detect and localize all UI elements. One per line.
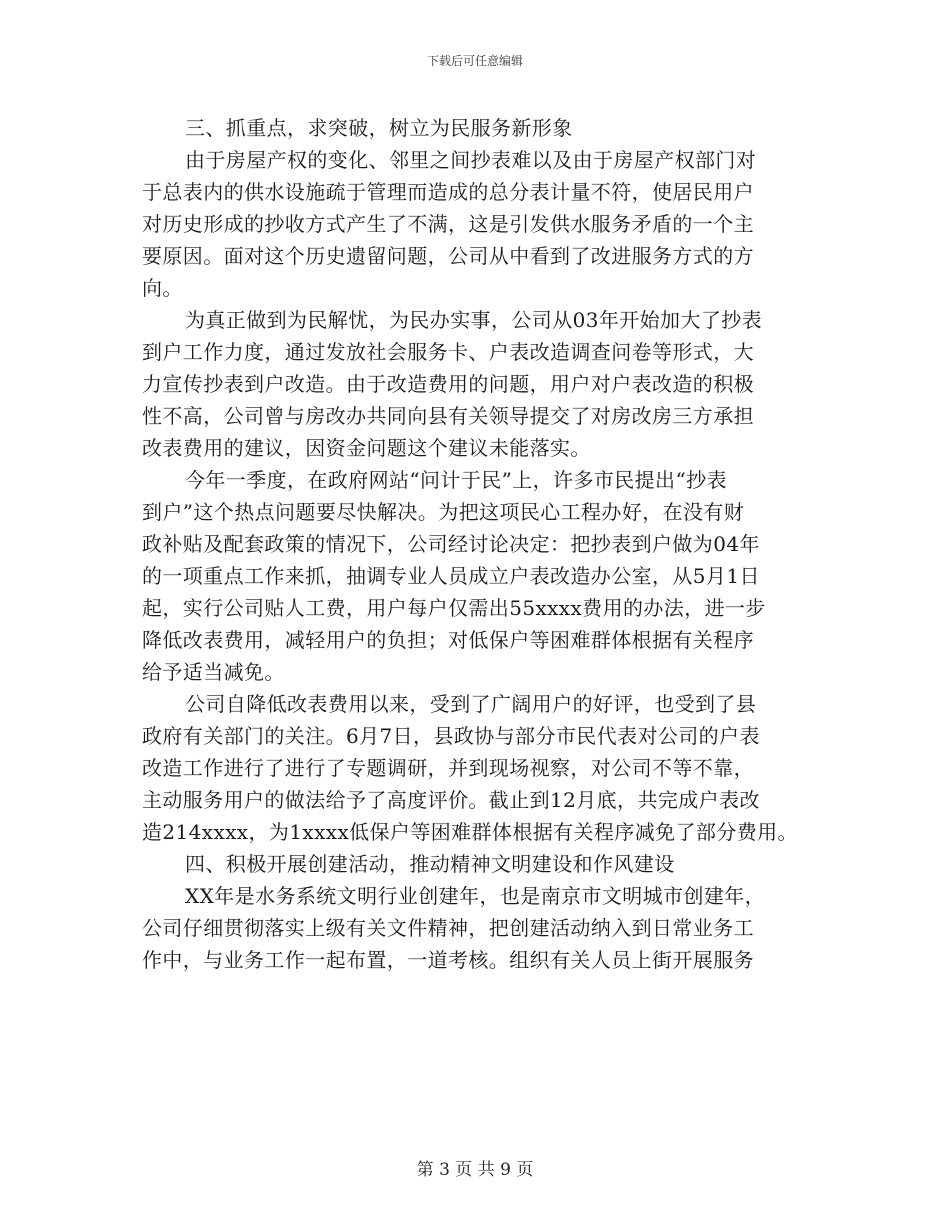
text-line: 给予适当减免。 (142, 660, 285, 684)
page-footer: 第 3 页 共 9 页 (416, 1160, 534, 1180)
page-header: 下载后可任意编辑 (426, 54, 523, 68)
text-line: 力宣传抄表到户改造。由于改造费用的问题，用户对户表改造的积极 (142, 372, 754, 396)
text-line: 于总表内的供水设施疏于管理而造成的总分表计量不符，使居民用户 (142, 180, 754, 204)
text-line: 对历史形成的抄收方式产生了不满，这是引发供水服务矛盾的一个主 (142, 212, 754, 236)
text-line: 为真正做到为民解忧，为民办实事，公司从03年开始加大了抄表 (185, 308, 763, 332)
text-line: 政府有关部门的关注。6月7日，县政协与部分市民代表对公司的户表 (142, 724, 760, 748)
text-line: 由于房屋产权的变化、邻里之间抄表难以及由于房屋产权部门对 (185, 148, 757, 172)
document-body (142, 112, 822, 976)
text-line: 作中，与业务工作一起布置，一道考核。组织有关人员上街开展服务 (142, 948, 754, 972)
text-line: 公司仔细贯彻落实上级有关文件精神，把创建活动纳入到日常业务工 (142, 916, 754, 940)
text-line: 降低改表费用，减轻用户的负担；对低保户等困难群体根据有关程序 (142, 628, 754, 652)
text-line: 四、积极开展创建活动，推动精神文明建设和作风建设 (185, 852, 675, 876)
text-line: 的一项重点工作来抓，抽调专业人员成立户表改造办公室，从5月1日 (142, 564, 760, 588)
text-line: 改表费用的建议，因资金问题这个建议未能落实。 (142, 436, 591, 460)
text-line: 三、抓重点，求突破，树立为民服务新形象 (185, 116, 573, 140)
text-line: 造214xxxx，为1xxxx低保户等困难群体根据有关程序减免了部分费用。 (142, 820, 798, 844)
text-line: 公司自降低改表费用以来，受到了广阔用户的好评，也受到了县 (185, 692, 757, 716)
text-line: 今年一季度，在政府网站“问计于民”上，许多市民提出“抄表 (185, 468, 727, 492)
text-line: 向。 (142, 276, 183, 300)
text-line: 改造工作进行了进行了专题调研，并到现场视察，对公司不等不靠， (142, 756, 754, 780)
text-line: 性不高，公司曾与房改办共同向县有关领导提交了对房改房三方承担 (142, 404, 754, 428)
text-line: 政补贴及配套政策的情况下，公司经讨论决定：把抄表到户做为04年 (142, 532, 760, 556)
text-line: 到户”这个热点问题要尽快解决。为把这项民心工程办好，在没有财 (142, 500, 745, 524)
text-line: 起，实行公司贴人工费，用户每户仅需出55xxxx费用的办法，进一步 (142, 596, 766, 620)
text-line: XX年是水务系统文明行业创建年，也是南京市文明城市创建年， (185, 884, 766, 908)
text-line: 要原因。面对这个历史遗留问题，公司从中看到了改进服务方式的方 (142, 244, 754, 268)
text-line: 到户工作力度，通过发放社会服务卡、户表改造调查问卷等形式，大 (142, 340, 754, 364)
text-line: 主动服务用户的做法给予了高度评价。截止到12月底，共完成户表改 (142, 788, 760, 812)
